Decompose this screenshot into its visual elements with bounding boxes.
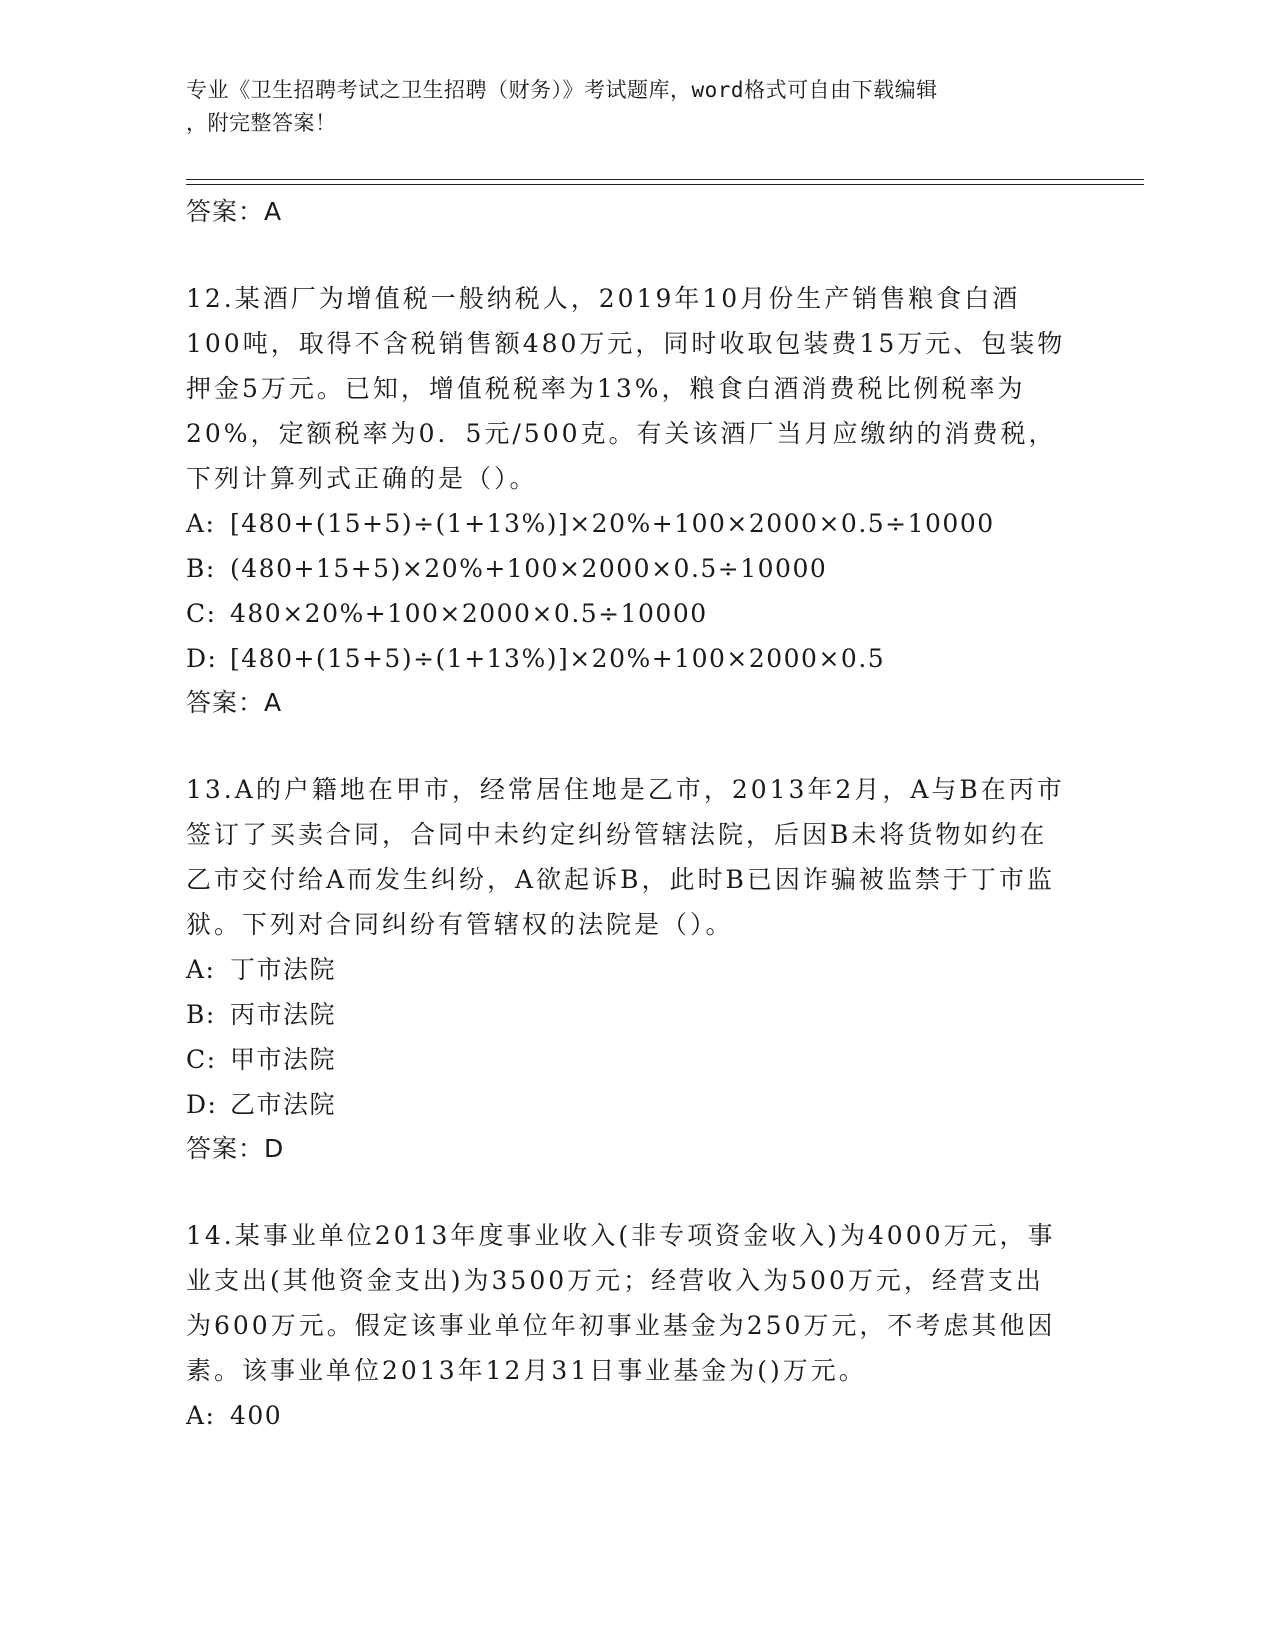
question-stem: 14.某事业单位2013年度事业收入(非专项资金收入)为4000万元，事业支出(其他资金支出)为3500万元；经营收入为500万元，经营支出为600万元。假定该事业单位年初事业基金为250万元，不考虑其他因素。该事业单位2013年12月31日事业基金为()万元。 [186, 1221, 1056, 1385]
option-b: B: (480+15+5)×20%+100×2000×0.5÷10000 [186, 554, 828, 583]
answer-label: 答案： [186, 1134, 265, 1163]
option-b: B: 丙市法院 [186, 1000, 337, 1029]
answer-line [186, 190, 1066, 234]
header-line-2: ，附完整答案！ [186, 111, 337, 135]
answer-label: 答案： [186, 688, 265, 717]
answer-line [186, 681, 1066, 725]
option-d: D: 乙市法院 [186, 1090, 337, 1119]
option-a: A: 丁市法院 [186, 955, 337, 984]
header-divider-top [186, 179, 1144, 180]
header-line-1: 专业《卫生招聘考试之卫生招聘（财务）》考试题库，word格式可自由下载编辑 [186, 78, 938, 102]
question-content [186, 190, 1066, 1438]
question-stem: 13.A的户籍地在甲市，经常居住地是乙市，2013年2月，A与B在丙市签订了买卖合同，合同中未约定纠纷管辖法院，后因B未将货物如约在乙市交付给A而发生纠纷，A欲起诉B，此时B已因诈骗被监禁于丁市监狱。下列对合同纠纷有管辖权的法院是（）。 [186, 775, 1065, 939]
option-c: C: 480×20%+100×2000×0.5÷10000 [186, 599, 708, 628]
question-stem: 12.某酒厂为增值税一般纳税人，2019年10月份生产销售粮食白酒100吨，取得不含税销售额480万元，同时收取包装费15万元、包装物押金5万元。已知，增值税税率为13%，粮食白酒消费税比例税率为20%，定额税率为0．5元/500克。有关该酒厂当月应缴纳的消费税，下列计算列式正确的是（）。 [186, 284, 1066, 493]
option-a: A: 400 [186, 1401, 283, 1430]
question-13 [186, 767, 1066, 1171]
header-divider-bottom [186, 184, 1144, 185]
question-12 [186, 276, 1066, 725]
answer-value: A [264, 688, 283, 717]
answer-label: 答案： [186, 197, 265, 226]
option-c: C: 甲市法院 [186, 1045, 337, 1074]
answer-value: D [264, 1134, 285, 1163]
option-a: A: [480+(15+5)÷(1+13%)]×20%+100×2000×0.5÷10000 [186, 509, 995, 538]
option-d: D: [480+(15+5)÷(1+13%)]×20%+100×2000×0.5 [186, 644, 886, 673]
answer-line [186, 1127, 1066, 1171]
question-14 [186, 1213, 1066, 1438]
document-header [186, 74, 1066, 140]
answer-value: A [264, 197, 283, 226]
